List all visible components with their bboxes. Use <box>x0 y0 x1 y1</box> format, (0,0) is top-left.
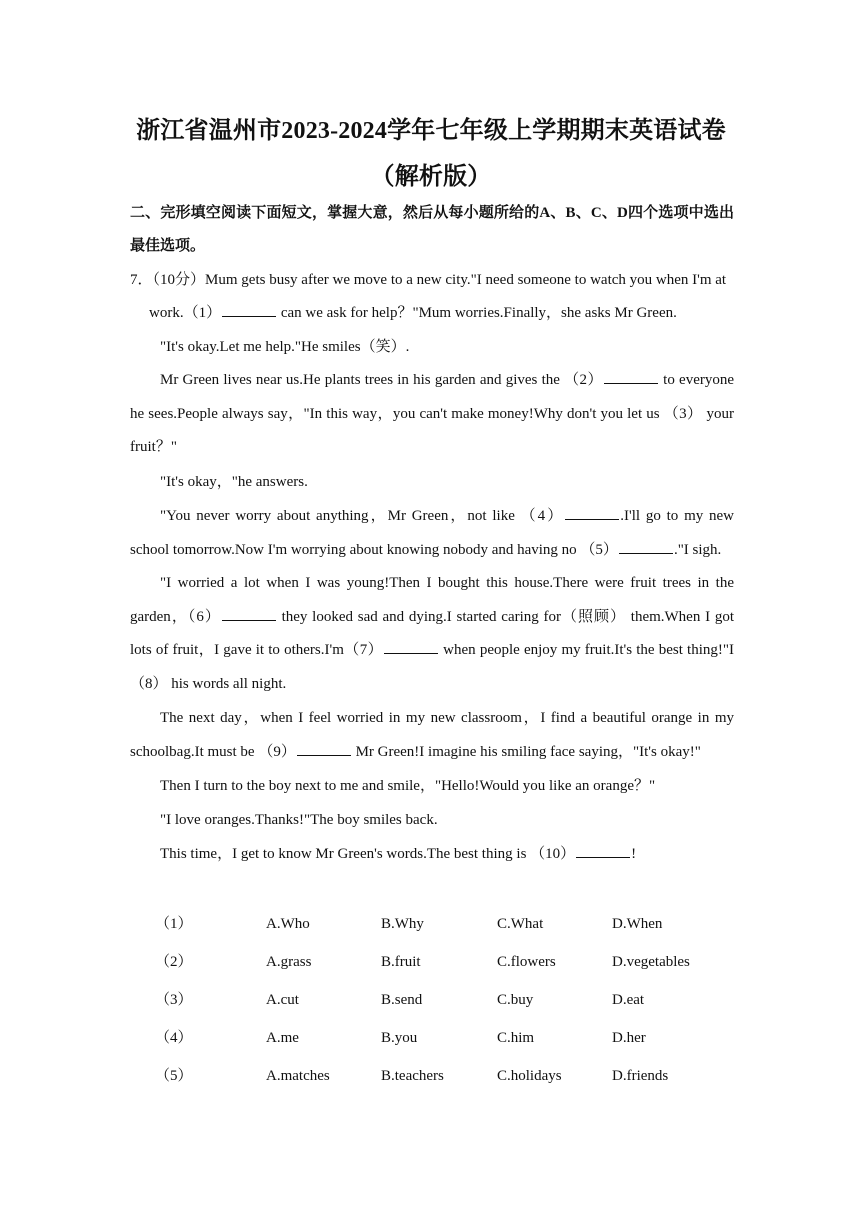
options-table <box>155 908 755 1098</box>
paragraph-4-text-b: .I'll go to my new school tomorrow.Now I'm worrying about knowing nobody and having no （5） <box>130 508 735 558</box>
option-b[interactable]: B.you <box>381 1030 418 1046</box>
option-number: （5） <box>155 1068 193 1084</box>
option-c[interactable]: C.flowers <box>497 954 556 970</box>
paragraph-1 <box>130 331 734 365</box>
paragraph-7-text: Then I turn to the boy next to me and smile，"Hello!Would you like an orange？" <box>160 778 656 794</box>
paragraph-4-text-a: "You never worry about anything，Mr Green，not like （4） <box>160 508 565 524</box>
paragraph-3 <box>130 466 734 500</box>
option-number: （1） <box>155 916 193 932</box>
paragraph-1-text: "It's okay.Let me help."He smiles（笑）. <box>160 339 410 355</box>
option-b[interactable]: B.teachers <box>381 1068 444 1084</box>
option-a[interactable]: A.cut <box>266 992 299 1008</box>
blank-9[interactable] <box>297 741 351 756</box>
paragraph-6 <box>130 702 734 769</box>
blank-4[interactable] <box>565 505 619 520</box>
option-d[interactable]: D.her <box>612 1030 646 1046</box>
option-a[interactable]: A.Who <box>266 916 310 932</box>
option-d[interactable]: D.friends <box>612 1068 669 1084</box>
blank-2[interactable] <box>604 369 658 384</box>
paragraph-4 <box>130 500 734 567</box>
blank-5[interactable] <box>619 539 673 554</box>
paragraph-9-text-b: ! <box>631 846 637 862</box>
option-row-1 <box>155 908 755 946</box>
paragraph-5-text-c: when people enjoy my fruit.It's the best thing!"I （8） his words all night. <box>130 642 734 693</box>
paragraph-5-text-a: "I worried a lot when I was young!Then I bought this house.There were fruit trees in the garden，（6） <box>130 575 734 625</box>
option-d[interactable]: D.When <box>612 916 663 932</box>
option-c[interactable]: C.him <box>497 1030 535 1046</box>
option-number: （2） <box>155 954 193 970</box>
option-c[interactable]: C.What <box>497 916 544 932</box>
question-text-line2b: can we ask for help？"Mum worries.Finally，she asks Mr Green. <box>277 305 677 321</box>
option-row-2 <box>155 946 755 984</box>
option-a[interactable]: A.matches <box>266 1068 330 1084</box>
paragraph-5 <box>130 567 734 702</box>
section-heading: 二、完形填空阅读下面短文，掌握大意，然后从每小题所给的A、B、C、D四个选项中选出最佳选项。 <box>130 205 734 254</box>
option-row-3 <box>155 984 755 1022</box>
paragraph-2-text-b: to everyone he sees.People always say，"In this way，you can't make money!Why don't you let us （3） your fruit？" <box>130 372 735 456</box>
paragraph-8 <box>130 804 734 838</box>
paragraph-9-text-a: This time，I get to know Mr Green's words.The best thing is （10） <box>160 846 576 862</box>
paragraph-4-text-c: ."I sigh. <box>673 541 722 558</box>
question-text-line1: Mum gets busy after we move to a new city."I need someone to watch you when I'm at <box>205 272 727 288</box>
option-row-5 <box>155 1060 755 1098</box>
question-score: （10分） <box>152 272 206 288</box>
paragraph-6-text-a: The next day，when I feel worried in my new classroom，I find a beautiful orange in my schoolbag.It must be （9） <box>130 710 734 760</box>
option-a[interactable]: A.grass <box>266 954 312 970</box>
option-number: （4） <box>155 1030 193 1046</box>
option-a[interactable]: A.me <box>266 1030 299 1046</box>
option-number: （3） <box>155 992 193 1008</box>
paragraph-5-text-b: they looked sad and dying.I started caring for（照顾） them.When I got lots of fruit，I gave it to others.I'm（7） <box>130 608 735 659</box>
option-b[interactable]: B.send <box>381 992 423 1008</box>
paragraph-8-text: "I love oranges.Thanks!"The boy smiles back. <box>160 812 438 828</box>
option-row-4 <box>155 1022 755 1060</box>
paragraph-9 <box>130 838 734 872</box>
option-d[interactable]: D.eat <box>612 992 645 1008</box>
paragraph-2-text-a: Mr Green lives near us.He plants trees in his garden and gives the （2） <box>160 372 603 388</box>
blank-7[interactable] <box>384 639 438 654</box>
paragraph-7 <box>130 770 734 804</box>
blank-1[interactable] <box>222 302 276 317</box>
question-number: 7． <box>130 272 153 288</box>
question-line-1 <box>130 264 734 297</box>
paragraph-3-text: "It's okay，"he answers. <box>160 474 308 490</box>
question-text-line2a: work.（1） <box>149 305 222 321</box>
option-c[interactable]: C.buy <box>497 992 534 1008</box>
document-title: 浙江省温州市2023-2024学年七年级上学期期末英语试卷（解析版） <box>136 118 726 190</box>
option-d[interactable]: D.vegetables <box>612 954 690 970</box>
option-b[interactable]: B.Why <box>381 916 424 932</box>
option-b[interactable]: B.fruit <box>381 954 421 970</box>
question-line-2 <box>130 297 734 330</box>
blank-6[interactable] <box>222 606 276 621</box>
question-header <box>130 264 734 330</box>
blank-10[interactable] <box>576 843 630 858</box>
paragraph-2 <box>130 364 734 465</box>
option-c[interactable]: C.holidays <box>497 1068 562 1084</box>
paragraph-6-text-b: Mr Green!I imagine his smiling face saying，"It's okay!" <box>351 743 701 760</box>
